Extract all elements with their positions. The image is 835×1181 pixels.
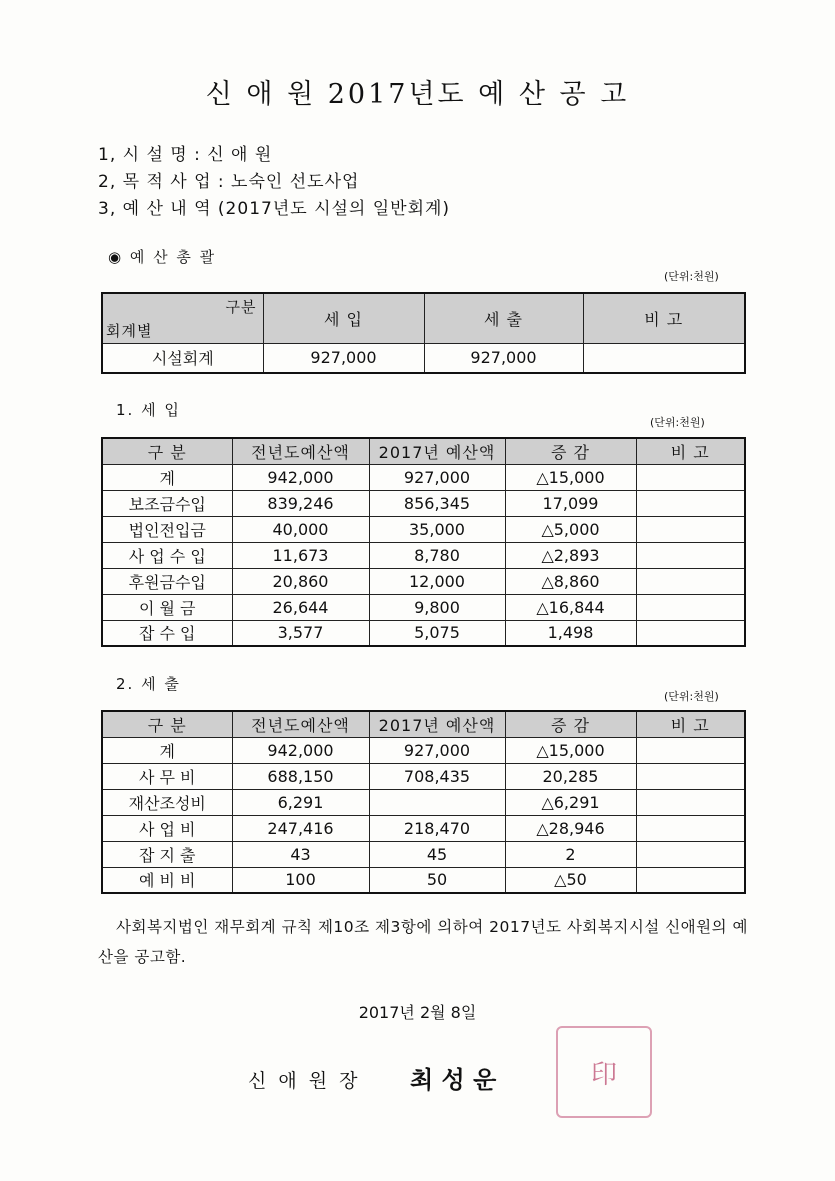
revenue-unit: (단위:천원) [650, 416, 705, 429]
signer-name: 최 성 운 [410, 1065, 497, 1094]
table-cell: 43 [232, 841, 369, 867]
table-cell: 시설회계 [102, 343, 263, 373]
summary-unit: (단위:천원) [664, 270, 719, 283]
table-cell: 927,000 [369, 464, 505, 490]
summary-table [101, 292, 746, 374]
expense-table [101, 710, 746, 894]
table-cell: 잡 수 입 [102, 620, 232, 646]
table-cell: 9,800 [369, 594, 505, 620]
revenue-header-prev: 전년도예산액 [232, 438, 369, 464]
expense-header-change: 증 감 [505, 711, 636, 737]
table-cell: 보조금수입 [102, 490, 232, 516]
expense-unit: (단위:천원) [664, 690, 719, 703]
table-cell: 247,416 [232, 815, 369, 841]
table-cell [636, 594, 745, 620]
page-title: 신 애 원 2017년도 예 산 공 고 [205, 79, 630, 110]
table-cell: △2,893 [505, 542, 636, 568]
expense-section-label: 2. 세 출 [116, 675, 181, 693]
table-row [102, 620, 745, 646]
table-cell: 법인전입금 [102, 516, 232, 542]
revenue-header-current: 2017년 예산액 [369, 438, 505, 464]
table-cell [636, 815, 745, 841]
summary-header-expense: 세 출 [424, 293, 583, 343]
table-cell: 1,498 [505, 620, 636, 646]
table-cell: △15,000 [505, 464, 636, 490]
table-cell: 45 [369, 841, 505, 867]
table-row [102, 343, 745, 373]
table-cell: 40,000 [232, 516, 369, 542]
table-cell [636, 516, 745, 542]
table-cell: 계 [102, 464, 232, 490]
summary-header-revenue: 세 입 [263, 293, 424, 343]
notice-date: 2017년 2월 8일 [358, 1003, 477, 1022]
table-cell: 927,000 [369, 737, 505, 763]
table-cell: 12,000 [369, 568, 505, 594]
table-cell: 20,285 [505, 763, 636, 789]
table-cell: 사 업 비 [102, 815, 232, 841]
table-cell: 5,075 [369, 620, 505, 646]
table-cell: △6,291 [505, 789, 636, 815]
table-row [102, 490, 745, 516]
expense-header-current: 2017년 예산액 [369, 711, 505, 737]
expense-header-prev: 전년도예산액 [232, 711, 369, 737]
table-cell: 856,345 [369, 490, 505, 516]
table-cell [636, 542, 745, 568]
summary-header-remarks: 비 고 [583, 293, 745, 343]
table-row [102, 516, 745, 542]
table-cell: 100 [232, 867, 369, 893]
revenue-section-label: 1. 세 입 [116, 401, 181, 419]
table-cell: 사 업 수 입 [102, 542, 232, 568]
revenue-header-change: 증 감 [505, 438, 636, 464]
table-row [102, 763, 745, 789]
table-cell [636, 867, 745, 893]
table-cell [636, 789, 745, 815]
table-cell: △28,946 [505, 815, 636, 841]
table-row [102, 841, 745, 867]
table-cell: △16,844 [505, 594, 636, 620]
table-cell: 예 비 비 [102, 867, 232, 893]
table-cell [369, 789, 505, 815]
table-cell: 708,435 [369, 763, 505, 789]
table-cell [636, 841, 745, 867]
table-cell: △8,860 [505, 568, 636, 594]
revenue-header-remarks: 비 고 [636, 438, 745, 464]
table-cell: 6,291 [232, 789, 369, 815]
official-seal: 印 [556, 1026, 652, 1118]
table-row [102, 568, 745, 594]
summary-header-diagonal [102, 293, 263, 343]
expense-header-remarks: 비 고 [636, 711, 745, 737]
table-cell: 927,000 [263, 343, 424, 373]
table-cell: 35,000 [369, 516, 505, 542]
table-cell [636, 620, 745, 646]
table-cell [636, 464, 745, 490]
table-cell: 11,673 [232, 542, 369, 568]
table-cell: △50 [505, 867, 636, 893]
table-cell: 839,246 [232, 490, 369, 516]
table-cell: 17,099 [505, 490, 636, 516]
info-business: 2, 목 적 사 업 : 노숙인 선도사업 [98, 172, 360, 192]
notice-text: 사회복지법인 재무회계 규칙 제10조 제3항에 의하여 2017년도 사회복지시설 신애원의 예산을 공고함. [98, 918, 748, 966]
table-cell [636, 568, 745, 594]
table-cell: 26,644 [232, 594, 369, 620]
table-cell: 3,577 [232, 620, 369, 646]
table-cell: 2 [505, 841, 636, 867]
table-cell: 688,150 [232, 763, 369, 789]
table-cell: 후원금수입 [102, 568, 232, 594]
table-cell: 942,000 [232, 464, 369, 490]
signer-title: 신 애 원 장 [248, 1070, 361, 1092]
table-cell: 218,470 [369, 815, 505, 841]
table-row [102, 815, 745, 841]
table-row [102, 464, 745, 490]
table-cell: 잡 지 출 [102, 841, 232, 867]
table-cell: △15,000 [505, 737, 636, 763]
table-row [102, 542, 745, 568]
table-cell: 사 무 비 [102, 763, 232, 789]
revenue-header-category: 구 분 [102, 438, 232, 464]
table-cell: △5,000 [505, 516, 636, 542]
table-cell: 50 [369, 867, 505, 893]
table-cell: 942,000 [232, 737, 369, 763]
expense-header-category: 구 분 [102, 711, 232, 737]
table-cell [636, 763, 745, 789]
table-row [102, 594, 745, 620]
summary-header-account: 회계별 [106, 321, 153, 340]
table-cell: 계 [102, 737, 232, 763]
table-row [102, 737, 745, 763]
table-cell [636, 490, 745, 516]
revenue-table [101, 437, 746, 647]
table-cell: 20,860 [232, 568, 369, 594]
table-row [102, 789, 745, 815]
table-cell: 927,000 [424, 343, 583, 373]
info-facility: 1, 시 설 명 : 신 애 원 [98, 145, 273, 165]
table-cell: 이 월 금 [102, 594, 232, 620]
table-row [102, 867, 745, 893]
summary-section-label: ◉ 예 산 총 괄 [108, 248, 217, 266]
table-cell [583, 343, 745, 373]
info-budget-detail: 3, 예 산 내 역 (2017년도 시설의 일반회계) [98, 199, 451, 219]
table-cell: 8,780 [369, 542, 505, 568]
table-cell [636, 737, 745, 763]
table-cell: 재산조성비 [102, 789, 232, 815]
summary-header-category: 구분 [225, 298, 257, 316]
